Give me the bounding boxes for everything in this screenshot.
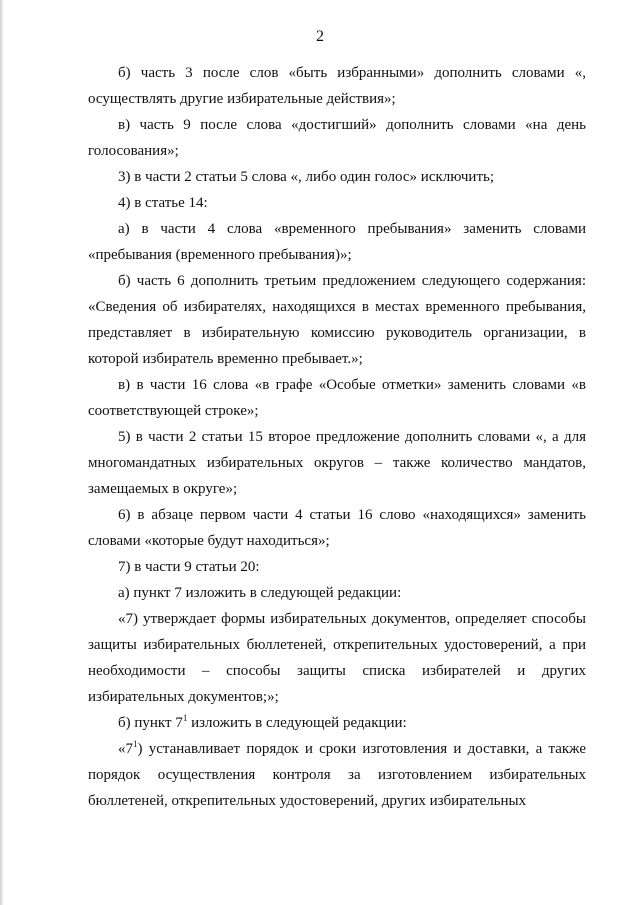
paragraph-4v: в) в части 16 слова «в графе «Особые отметки» заменить словами «в соответствующей строке»;: [88, 377, 586, 419]
paragraph-7: 7) в части 9 статьи 20:: [118, 559, 260, 575]
paragraph-7b: [88, 710, 586, 736]
scan-edge: [0, 0, 3, 905]
superscript: 1: [133, 739, 138, 749]
superscript: 1: [182, 713, 188, 723]
document-body: [88, 60, 586, 814]
paragraph-7a: а) пункт 7 изложить в следующей редакции:: [118, 585, 402, 601]
paragraph-1b: б) часть 3 после слов «быть избранными» дополнить словами «, осуществлять другие избирательные действия»;: [88, 65, 586, 107]
paragraph-last-before: «7: [118, 741, 133, 757]
page-number: 2: [316, 28, 324, 45]
paragraph-5: 5) в части 2 статьи 15 второе предложение дополнить словами «, а для многомандатных избирательных округов – также количество мандатов, замещаемых в округе»;: [88, 429, 586, 497]
paragraph-7a-text: «7) утверждает формы избирательных документов, определяет способы защиты избирательных бюллетеней, открепительных удостоверений, а при необходимости – способы защиты списка избирателей и других избирательных документов;»;: [88, 611, 586, 705]
paragraph-7b-text: [88, 736, 586, 814]
paragraph-7b-before: б) пункт 7: [118, 715, 183, 731]
paragraph-4b: б) часть 6 дополнить третьим предложением следующего содержания: «Сведения об избирателях, находящихся в местах временного пребывания, представляет в избирательную комиссию руководитель организации, в которой избиратель временно пребывает.»;: [88, 273, 586, 367]
paragraph-3: 3) в части 2 статьи 5 слова «, либо один голос» исключить;: [118, 169, 495, 185]
paragraph-last-after: ) устанавливает порядок и сроки изготовления и доставки, а также порядок осуществления контроля за изготовлением избирательных бюллетеней, открепительных удостоверений, других избирательных: [88, 741, 586, 809]
paragraph-7b-after: изложить в следующей редакции:: [187, 715, 407, 731]
paragraph-6: 6) в абзаце первом части 4 статьи 16 слово «находящихся» заменить словами «которые будут находиться»;: [88, 507, 586, 549]
paragraph-4: 4) в статье 14:: [118, 195, 208, 211]
paragraph-1v: в) часть 9 после слова «достигший» дополнить словами «на день голосования»;: [88, 117, 586, 159]
paragraph-4a: а) в части 4 слова «временного пребывания» заменить словами «пребывания (временного пребывания)»;: [88, 221, 586, 263]
